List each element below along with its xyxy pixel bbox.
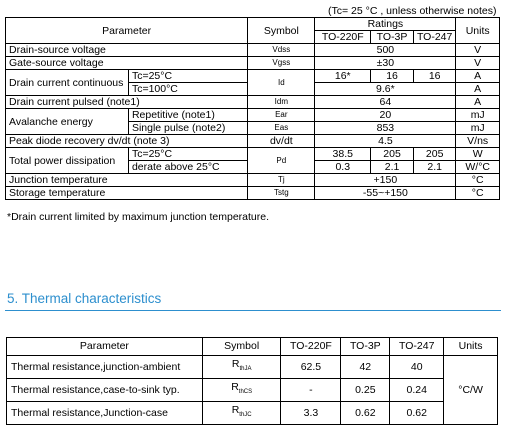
thermal-symbol: $R_{thJC}$ xyxy=(202,402,281,425)
table-row xyxy=(6,70,500,83)
table-row xyxy=(7,402,498,425)
section-divider xyxy=(5,310,501,311)
param-vgss: Gate-source voltage xyxy=(6,57,248,70)
cond-pd-25: Tc=25°C xyxy=(128,148,247,161)
param-vdss: Drain-source voltage xyxy=(6,44,248,57)
header-parameter: Parameter xyxy=(6,18,248,44)
val-derate-to220f: 0.3 xyxy=(315,161,371,174)
sym-id: Id xyxy=(248,70,315,96)
thermal-param: Thermal resistance,Junction-case xyxy=(7,402,203,425)
table-row xyxy=(6,109,500,122)
thermal-param: Thermal resistance,case-to-sink typ. xyxy=(7,379,203,402)
thermal-symbol: $R_{thJA}$ xyxy=(202,356,281,379)
val-ear: 20 xyxy=(315,109,456,122)
unit-id-25: A xyxy=(456,70,500,83)
unit-id-100: A xyxy=(456,83,500,96)
val-tj: +150 xyxy=(315,174,456,187)
ratings-header-row xyxy=(6,18,500,31)
sym-pd: Pd xyxy=(248,148,315,174)
unit-tstg: °C xyxy=(456,187,500,200)
val-tstg: -55~+150 xyxy=(315,187,456,200)
thermal-val-to220f: - xyxy=(281,379,341,402)
sym-eas: Eas xyxy=(248,122,315,135)
section-title: 5. Thermal characteristics xyxy=(7,291,162,306)
val-vdss: 500 xyxy=(315,44,456,57)
param-avalanche: Avalanche energy xyxy=(6,109,129,135)
val-derate-to3p: 2.1 xyxy=(371,161,414,174)
cond-pd-derate: derate above 25°C xyxy=(128,161,247,174)
thermal-header-to220f: TO-220F xyxy=(281,338,341,356)
thermal-val-to220f: 62.5 xyxy=(281,356,341,379)
header-symbol: Symbol xyxy=(248,18,315,44)
absolute-ratings-table xyxy=(5,17,500,200)
val-derate-to247: 2.1 xyxy=(413,161,455,174)
sym-tstg: Tstg xyxy=(248,187,315,200)
param-idm: Drain current pulsed (note1) xyxy=(6,96,248,109)
thermal-symbol: $R_{thCS}$ xyxy=(202,379,281,402)
thermal-val-to247: 40 xyxy=(390,356,444,379)
val-id-100: 9.6* xyxy=(315,83,456,96)
table-row xyxy=(6,148,500,161)
sym-ear: Ear xyxy=(248,109,315,122)
unit-vgss: V xyxy=(456,57,500,70)
thermal-val-to220f: 3.3 xyxy=(281,402,341,425)
table-row xyxy=(6,44,500,57)
param-tstg: Storage temperature xyxy=(6,187,248,200)
val-pd-to247: 205 xyxy=(413,148,455,161)
table-row xyxy=(6,96,500,109)
table-row xyxy=(7,379,498,402)
param-id: Drain current continuous xyxy=(6,70,129,96)
thermal-characteristics-table xyxy=(6,337,498,425)
thermal-val-to3p: 0.25 xyxy=(341,379,390,402)
cond-eas: Single pulse (note2) xyxy=(128,122,247,135)
thermal-param: Thermal resistance,junction-ambient xyxy=(7,356,203,379)
header-units: Units xyxy=(456,18,500,44)
param-tj: Junction temperature xyxy=(6,174,248,187)
cond-ear: Repetitive (note1) xyxy=(128,109,247,122)
thermal-header-parameter: Parameter xyxy=(7,338,203,356)
thermal-header-row xyxy=(7,338,498,356)
unit-tj: °C xyxy=(456,174,500,187)
sym-tj: Tj xyxy=(248,174,315,187)
param-pd: Total power dissipation xyxy=(6,148,129,174)
table-row xyxy=(6,174,500,187)
thermal-val-to247: 0.62 xyxy=(390,402,444,425)
unit-idm: A xyxy=(456,96,500,109)
sym-idm: Idm xyxy=(248,96,315,109)
val-idm: 64 xyxy=(315,96,456,109)
val-vgss: ±30 xyxy=(315,57,456,70)
val-id-to247: 16 xyxy=(413,70,455,83)
unit-vdss: V xyxy=(456,44,500,57)
val-dvdt: 4.5 xyxy=(315,135,456,148)
thermal-header-to247: TO-247 xyxy=(390,338,444,356)
condition-note: (Tc= 25 °C , unless otherwise notes) xyxy=(328,5,497,17)
val-pd-to220f: 38.5 xyxy=(315,148,371,161)
cond-id-25: Tc=25°C xyxy=(128,70,247,83)
val-pd-to3p: 205 xyxy=(371,148,414,161)
header-pkg-to3p: TO-3P xyxy=(371,31,414,44)
val-eas: 853 xyxy=(315,122,456,135)
param-dvdt: Peak diode recovery dv/dt (note 3) xyxy=(6,135,248,148)
thermal-val-to247: 0.24 xyxy=(390,379,444,402)
val-id-to3p: 16 xyxy=(371,70,414,83)
thermal-units: °C/W xyxy=(444,356,498,425)
sym-vgss: Vgss xyxy=(248,57,315,70)
unit-eas: mJ xyxy=(456,122,500,135)
header-ratings: Ratings xyxy=(315,18,456,31)
sym-vdss: Vdss xyxy=(248,44,315,57)
unit-dvdt: V/ns xyxy=(456,135,500,148)
table-row xyxy=(6,187,500,200)
cond-id-100: Tc=100°C xyxy=(128,83,247,96)
thermal-header-units: Units xyxy=(444,338,498,356)
table-row xyxy=(6,57,500,70)
unit-ear: mJ xyxy=(456,109,500,122)
sym-dvdt: dv/dt xyxy=(248,135,315,148)
thermal-val-to3p: 0.62 xyxy=(341,402,390,425)
val-id-to220f: 16* xyxy=(315,70,371,83)
thermal-val-to3p: 42 xyxy=(341,356,390,379)
table-row xyxy=(7,356,498,379)
unit-pd-25: W xyxy=(456,148,500,161)
header-pkg-to247: TO-247 xyxy=(413,31,455,44)
thermal-header-symbol: Symbol xyxy=(202,338,281,356)
unit-pd-derate: W/°C xyxy=(456,161,500,174)
table-row xyxy=(6,135,500,148)
drain-current-footnote: *Drain current limited by maximum junction temperature. xyxy=(7,211,270,223)
thermal-header-to3p: TO-3P xyxy=(341,338,390,356)
header-pkg-to220f: TO-220F xyxy=(315,31,371,44)
